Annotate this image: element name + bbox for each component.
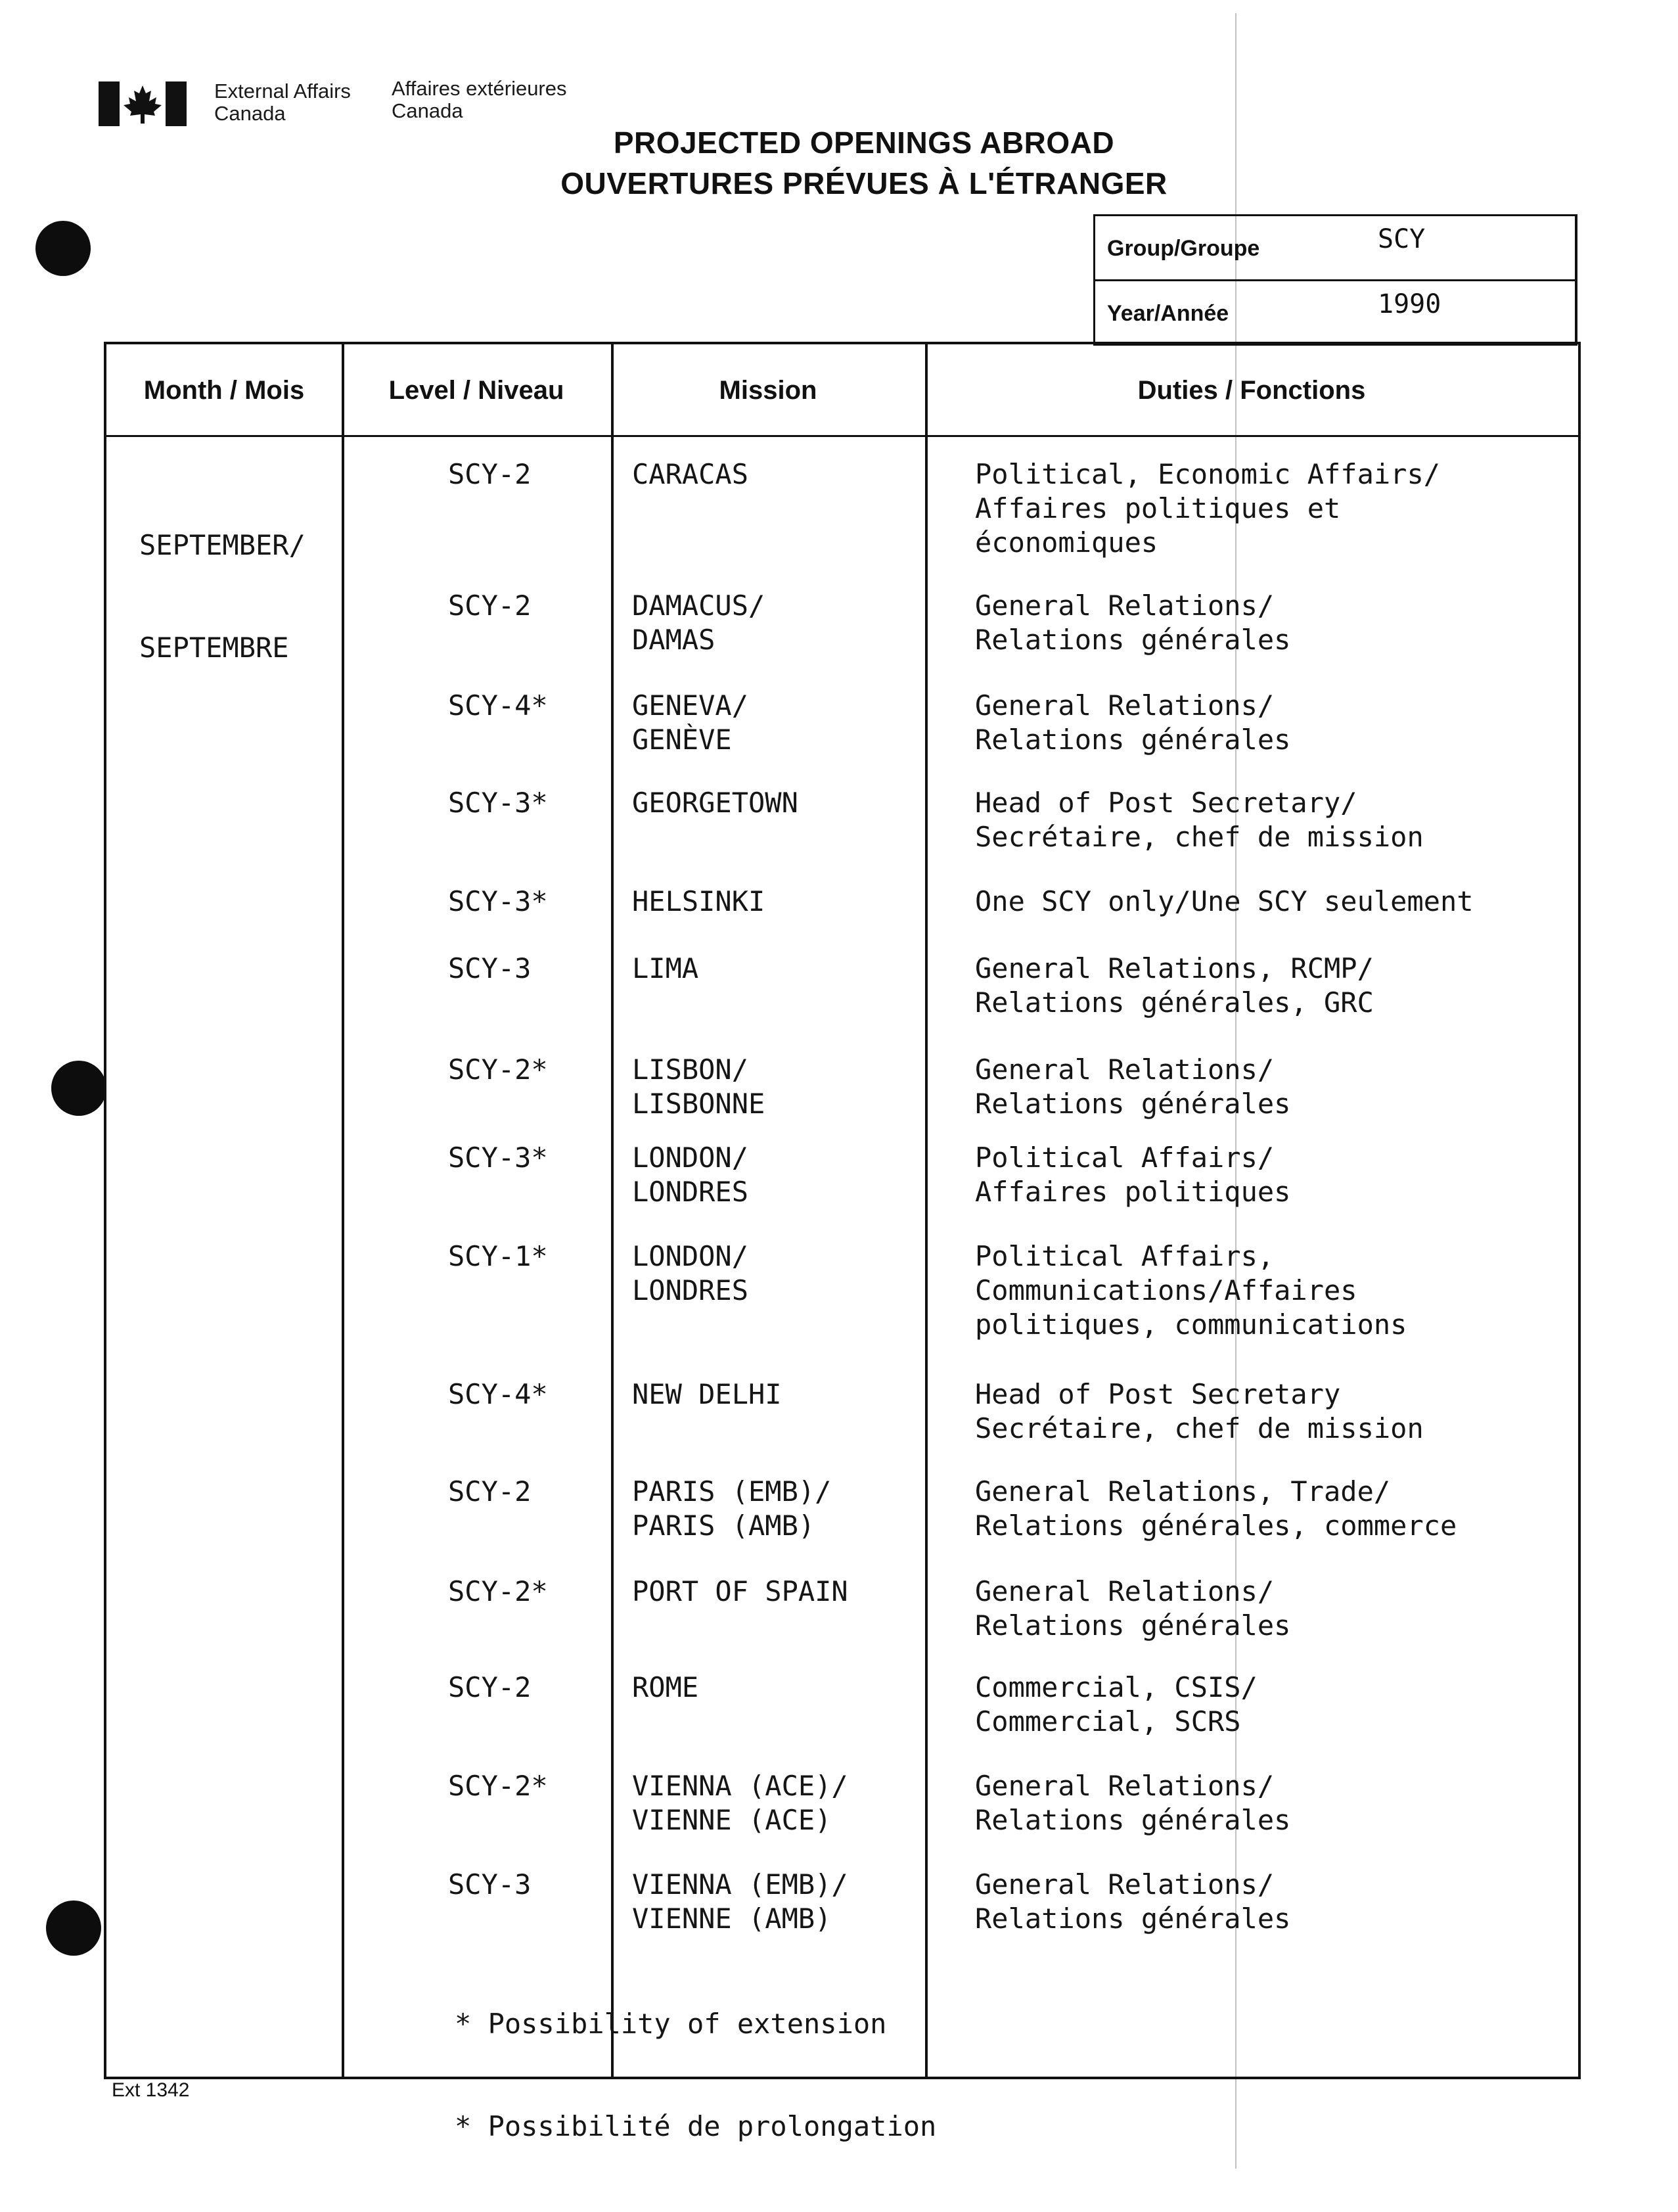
duties-line: General Relations/ bbox=[975, 1053, 1275, 1086]
mission-line: VIENNE (ACE) bbox=[632, 1804, 832, 1836]
level-cell: SCY-2 bbox=[448, 589, 532, 622]
duties-line: General Relations/ bbox=[975, 589, 1275, 622]
duties-cell bbox=[975, 1671, 1258, 1739]
mission-cell bbox=[632, 1575, 848, 1609]
mission-cell bbox=[632, 1239, 748, 1308]
header-month: Month / Mois bbox=[143, 376, 305, 405]
punch-hole bbox=[46, 1901, 101, 1956]
mission-cell bbox=[632, 589, 765, 657]
duties-line: Secrétaire, chef de mission bbox=[975, 821, 1424, 853]
mission-line: LONDRES bbox=[632, 1274, 749, 1306]
mission-line: VIENNE (AMB) bbox=[632, 1902, 832, 1935]
mission-line: LIMA bbox=[632, 952, 699, 984]
header-level: Level / Niveau bbox=[388, 376, 564, 405]
duties-cell bbox=[975, 1475, 1457, 1543]
footnote: * Possibility of extension * Possibilité de prolongation bbox=[455, 2008, 937, 2142]
mission-line: ROME bbox=[632, 1671, 699, 1703]
level-cell: SCY-3* bbox=[448, 787, 548, 819]
duties-line: General Relations, RCMP/ bbox=[975, 952, 1374, 984]
header-divider bbox=[106, 435, 1578, 437]
year-label: Year/Année bbox=[1107, 301, 1229, 326]
mission-line: DAMACUS/ bbox=[632, 589, 765, 622]
mission-line: HELSINKI bbox=[632, 885, 765, 917]
group-label: Group/Groupe bbox=[1107, 236, 1260, 261]
duties-cell bbox=[975, 1141, 1290, 1209]
group-row bbox=[1095, 216, 1575, 279]
duties-cell bbox=[975, 689, 1290, 757]
header-mission: Mission bbox=[719, 376, 817, 405]
level-cell: SCY-3 bbox=[448, 1868, 532, 1901]
duties-line: General Relations/ bbox=[975, 1770, 1275, 1802]
duties-cell bbox=[975, 786, 1424, 854]
department-name-en: External Affairs Canada bbox=[214, 80, 351, 125]
duties-line: One SCY only/Une SCY seulement bbox=[975, 885, 1474, 917]
level-cell: SCY-3* bbox=[448, 1141, 548, 1174]
mission-line: GENEVA/ bbox=[632, 689, 749, 722]
punch-hole bbox=[51, 1061, 106, 1116]
level-cell: SCY-2* bbox=[448, 1053, 548, 1086]
mission-cell bbox=[632, 1868, 848, 1936]
header-duties: Duties / Fonctions bbox=[1137, 376, 1366, 405]
punch-hole bbox=[35, 221, 91, 276]
year-row bbox=[1095, 279, 1575, 344]
column-divider bbox=[342, 344, 344, 2077]
duties-line: Relations générales bbox=[975, 1902, 1291, 1935]
column-divider bbox=[925, 344, 928, 2077]
duties-line: General Relations, Trade/ bbox=[975, 1475, 1391, 1508]
duties-line: Relations générales bbox=[975, 724, 1291, 756]
duties-line: économiques bbox=[975, 526, 1158, 559]
level-cell: SCY-3* bbox=[448, 885, 548, 917]
duties-cell bbox=[975, 1575, 1290, 1643]
duties-cell bbox=[975, 1239, 1407, 1342]
mission-cell bbox=[632, 1671, 698, 1705]
duties-line: Relations générales, commerce bbox=[975, 1509, 1457, 1542]
mission-cell bbox=[632, 952, 698, 986]
level-cell: SCY-3 bbox=[448, 952, 532, 984]
canada-flag-icon bbox=[99, 81, 187, 126]
duties-cell bbox=[975, 952, 1374, 1020]
duties-line: Affaires politiques et bbox=[975, 492, 1341, 524]
month-cell: SEPTEMBER/ SEPTEMBRE bbox=[139, 529, 306, 664]
mission-line: LONDON/ bbox=[632, 1141, 749, 1174]
duties-line: Relations générales bbox=[975, 624, 1291, 656]
duties-line: Relations générales bbox=[975, 1088, 1291, 1120]
duties-cell bbox=[975, 1053, 1290, 1121]
level-cell: SCY-4* bbox=[448, 1378, 548, 1410]
mission-cell bbox=[632, 689, 748, 757]
duties-line: Head of Post Secretary/ bbox=[975, 787, 1357, 819]
group-value: SCY bbox=[1378, 224, 1426, 254]
level-cell: SCY-2 bbox=[448, 1475, 532, 1508]
duties-cell bbox=[975, 457, 1440, 560]
mission-line: DAMAS bbox=[632, 624, 715, 656]
mission-line: PORT OF SPAIN bbox=[632, 1575, 848, 1607]
duties-line: Commercial, SCRS bbox=[975, 1705, 1241, 1738]
mission-line: NEW DELHI bbox=[632, 1378, 782, 1410]
duties-line: Affaires politiques bbox=[975, 1176, 1291, 1208]
mission-line: LONDON/ bbox=[632, 1240, 749, 1272]
mission-line: VIENNA (ACE)/ bbox=[632, 1770, 848, 1802]
mission-line: GEORGETOWN bbox=[632, 787, 798, 819]
duties-line: Head of Post Secretary bbox=[975, 1378, 1341, 1410]
duties-line: General Relations/ bbox=[975, 1868, 1275, 1901]
page-title-fr: OUVERTURES PRÉVUES À L'ÉTRANGER bbox=[560, 166, 1168, 200]
duties-line: Relations générales bbox=[975, 1804, 1291, 1836]
duties-line: Commercial, CSIS/ bbox=[975, 1671, 1258, 1703]
duties-cell bbox=[975, 1377, 1424, 1446]
group-year-box bbox=[1093, 214, 1577, 346]
mission-line: LISBONNE bbox=[632, 1088, 765, 1120]
level-cell: SCY-2 bbox=[448, 458, 532, 490]
duties-line: Relations générales bbox=[975, 1609, 1291, 1642]
mission-cell bbox=[632, 457, 748, 492]
department-name-fr: Affaires extérieures Canada bbox=[392, 77, 567, 122]
mission-line: GENÈVE bbox=[632, 724, 732, 756]
mission-line: LISBON/ bbox=[632, 1053, 749, 1086]
mission-cell bbox=[632, 1377, 782, 1412]
duties-cell bbox=[975, 589, 1290, 657]
level-cell: SCY-2* bbox=[448, 1575, 548, 1607]
page-title-en: PROJECTED OPENINGS ABROAD bbox=[613, 126, 1115, 160]
mission-line: PARIS (EMB)/ bbox=[632, 1475, 832, 1508]
duties-line: General Relations/ bbox=[975, 689, 1275, 722]
mission-cell bbox=[632, 1053, 765, 1121]
duties-line: Political Affairs/ bbox=[975, 1141, 1275, 1174]
mission-cell bbox=[632, 1141, 748, 1209]
duties-cell bbox=[975, 885, 1474, 919]
duties-line: Relations générales, GRC bbox=[975, 986, 1374, 1019]
level-cell: SCY-1* bbox=[448, 1240, 548, 1272]
duties-line: Political, Economic Affairs/ bbox=[975, 458, 1441, 490]
duties-line: Political Affairs, bbox=[975, 1240, 1275, 1272]
mission-cell bbox=[632, 1769, 848, 1837]
mission-cell bbox=[632, 786, 798, 820]
duties-line: Communications/Affaires bbox=[975, 1274, 1357, 1306]
duties-line: Secrétaire, chef de mission bbox=[975, 1412, 1424, 1444]
duties-line: politiques, communications bbox=[975, 1308, 1407, 1341]
level-cell: SCY-4* bbox=[448, 689, 548, 722]
level-cell: SCY-2* bbox=[448, 1770, 548, 1802]
level-cell: SCY-2 bbox=[448, 1671, 532, 1703]
mission-line: CARACAS bbox=[632, 458, 749, 490]
mission-line: VIENNA (EMB)/ bbox=[632, 1868, 848, 1901]
mission-cell bbox=[632, 1475, 831, 1543]
form-number: Ext 1342 bbox=[112, 2079, 190, 2101]
column-divider bbox=[611, 344, 614, 2077]
duties-cell bbox=[975, 1868, 1290, 1936]
duties-line: General Relations/ bbox=[975, 1575, 1275, 1607]
year-value: 1990 bbox=[1378, 289, 1441, 319]
mission-line: LONDRES bbox=[632, 1176, 749, 1208]
mission-line: PARIS (AMB) bbox=[632, 1509, 815, 1542]
mission-cell bbox=[632, 885, 765, 919]
duties-cell bbox=[975, 1769, 1290, 1837]
